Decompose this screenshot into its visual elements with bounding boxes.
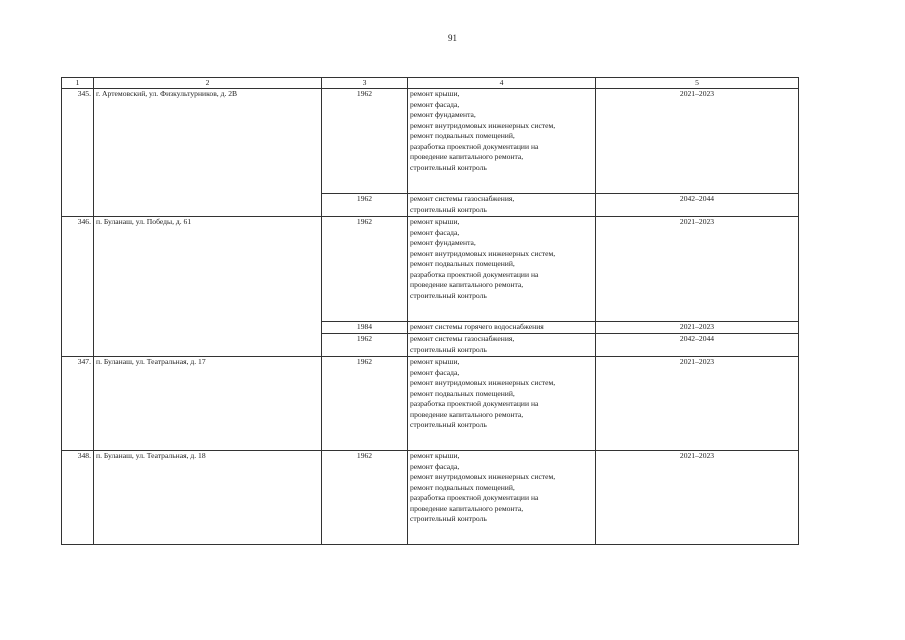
repair-work-item: строительный контроль [410, 162, 487, 172]
repair-work-item: строительный контроль [410, 514, 487, 523]
repair-work-item: разработка проектной документации на [410, 399, 539, 408]
table-body [62, 89, 799, 545]
repair-works [408, 89, 596, 194]
header-col-5: 5 [596, 78, 799, 89]
repair-work-item: ремонт подвальных помещений, [410, 482, 515, 492]
repair-work-item: ремонт фундамента, [410, 110, 476, 119]
table-row [62, 357, 799, 451]
repair-work-item: ремонт системы газоснабжения, [410, 334, 515, 343]
repair-work-item: разработка проектной документации на [410, 269, 539, 279]
repair-work-item: разработка проектной документации на [410, 141, 539, 151]
repair-period: 2042–2044 [596, 194, 799, 217]
repair-works [408, 217, 596, 322]
build-year: 1984 [322, 322, 408, 334]
row-number: 348. [62, 451, 94, 545]
repair-works [408, 194, 596, 217]
repair-work-item: разработка проектной документации на [410, 493, 539, 502]
repair-work-item: ремонт подвальных помещений, [410, 131, 515, 140]
repair-work-item: ремонт системы горячего водоснабжения [410, 322, 544, 331]
building-address: п. Буланаш, ул. Победы, д. 61 [94, 217, 322, 357]
repair-period: 2021–2023 [596, 451, 799, 545]
table-row [62, 89, 799, 194]
repair-work-item: ремонт крыши, [410, 217, 460, 226]
repair-work-item: ремонт крыши, [410, 357, 460, 366]
building-address: г. Артемовский, ул. Физкультурников, д. 2В [94, 89, 322, 217]
repair-work-item: ремонт системы газоснабжения, [410, 194, 515, 203]
repair-works [408, 322, 596, 334]
repair-period: 2021–2023 [596, 217, 799, 322]
building-address: п. Буланаш, ул. Театральная, д. 17 [94, 357, 322, 451]
repair-work-item: ремонт внутридомовых инженерных систем, [410, 472, 556, 481]
build-year: 1962 [322, 334, 408, 357]
repair-work-item: ремонт внутридомовых инженерных систем, [410, 378, 556, 387]
header-col-2: 2 [94, 78, 322, 89]
repair-works [408, 334, 596, 357]
row-number: 345. [62, 89, 94, 217]
header-row [62, 78, 799, 89]
build-year: 1962 [322, 357, 408, 451]
repair-works [408, 357, 596, 451]
repair-work-item: строительный контроль [410, 204, 487, 214]
repair-period: 2021–2023 [596, 322, 799, 334]
repair-period: 2021–2023 [596, 357, 799, 451]
repair-work-item: ремонт фасада, [410, 461, 460, 471]
repair-work-item: ремонт фасада, [410, 367, 460, 377]
table-row [62, 451, 799, 545]
capital-repair-table [61, 77, 799, 545]
row-number: 347. [62, 357, 94, 451]
repair-work-item: проведение капитального ремонта, [410, 409, 524, 419]
repair-work-item: ремонт крыши, [410, 89, 460, 98]
repair-work-item: ремонт внутридомовых инженерных систем, [410, 120, 556, 130]
repair-work-item: ремонт подвальных помещений, [410, 388, 515, 398]
repair-period: 2021–2023 [596, 89, 799, 194]
repair-work-item: строительный контроль [410, 344, 487, 354]
table-row [62, 217, 799, 322]
build-year: 1962 [322, 194, 408, 217]
header-col-4: 4 [408, 78, 596, 89]
repair-work-item: ремонт фасада, [410, 227, 460, 237]
row-number: 346. [62, 217, 94, 357]
header-col-1: 1 [62, 78, 94, 89]
repair-work-item: ремонт подвальных помещений, [410, 259, 515, 268]
repair-work-item: ремонт фундамента, [410, 238, 476, 247]
build-year: 1962 [322, 217, 408, 322]
repair-work-item: проведение капитального ремонта, [410, 152, 524, 161]
building-address: п. Буланаш, ул. Театральная, д. 18 [94, 451, 322, 545]
repair-work-item: ремонт фасада, [410, 99, 460, 109]
build-year: 1962 [322, 89, 408, 194]
build-year: 1962 [322, 451, 408, 545]
repair-work-item: проведение капитального ремонта, [410, 503, 524, 513]
page-number: 91 [448, 33, 457, 43]
repair-work-item: строительный контроль [410, 290, 487, 300]
repair-work-item: ремонт внутридомовых инженерных систем, [410, 248, 556, 258]
repair-work-item: проведение капитального ремонта, [410, 280, 524, 289]
repair-work-item: строительный контроль [410, 420, 487, 429]
repair-period: 2042–2044 [596, 334, 799, 357]
repair-works [408, 451, 596, 545]
repair-work-item: ремонт крыши, [410, 451, 460, 460]
table-header [62, 78, 799, 89]
header-col-3: 3 [322, 78, 408, 89]
